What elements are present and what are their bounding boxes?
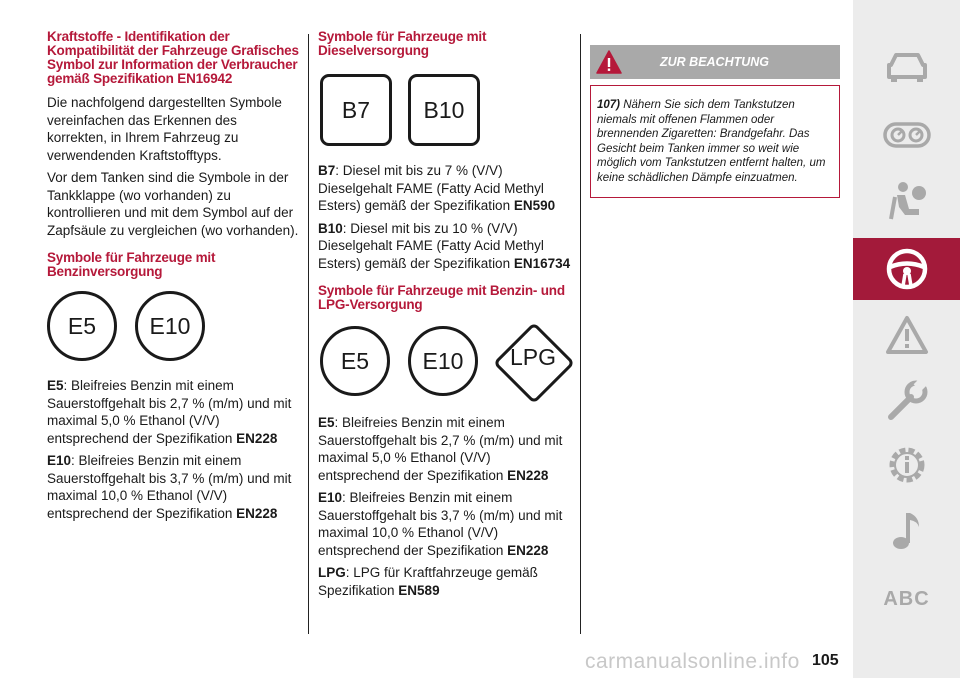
e5-label: E5 [47,378,64,393]
intro-paragraph: Die nachfolgend dargestellten Symbole vereinfachen das Erkennen des korrekten, in Ihrem Fahrzeug zu verwendenden Kraftstofftyps. [47,95,282,163]
lpg-description [318,564,574,599]
b10-description [318,220,574,273]
sidebar-item-technical-data[interactable] [853,436,960,494]
page-number: 105 [812,652,839,669]
warning-number: 107) [597,99,621,111]
lpg-diamond-label: LPG [509,344,557,370]
gear-info-icon [885,443,929,487]
lpg-e5-text: : Bleifreies Benzin mit einem Sauerstoffgehalt bis 2,7 % (m/m) und mit maximal 5,0 % Ethanol (V/V) entsprechend der Spezifikation [318,415,563,483]
watermark: carmanualsonline.info [585,650,800,673]
lpg-e5-spec: EN228 [507,467,549,483]
e10-circle-symbol: E10 [135,291,205,361]
right-column [590,30,840,198]
left-column [47,30,299,527]
e5-spec: EN228 [236,430,278,446]
diesel-symbols [318,68,574,154]
e10-spec: EN228 [236,505,278,521]
lpg-label: LPG [318,565,346,580]
lpg-e10-text: : Bleifreies Benzin mit einem Sauerstoffgehalt bis 3,7 % (m/m) und mit maximal 10,0 % Ethanol (V/V) entsprechend der Spezifikation [318,490,563,558]
lpg-heading: Symbole für Fahrzeuge mit Benzin- und LPG-Versorgung [318,283,565,312]
lpg-e10-label: E10 [318,490,343,505]
abc-index-icon: ABC [883,587,930,610]
b7-description [318,162,574,215]
e10-description [47,452,299,522]
warning-title: ZUR BEACHTUNG [660,55,770,69]
b7-square-symbol: B7 [320,74,392,146]
lpg-e10-circle-symbol: E10 [408,326,478,396]
steering-wheel-icon [885,247,929,291]
chapter-sidebar [853,0,960,678]
e10-text: : Bleifreies Benzin mit einem Sauerstoffgehalt bis 3,7 % (m/m) und mit maximal 10,0 % Ethanol (V/V) entsprechend der Spezifikation [47,453,292,521]
airbag-seat-icon [885,179,929,223]
sidebar-item-driving[interactable] [853,238,960,300]
lpg-e5-description [318,414,574,484]
lpg-e5-label: E5 [318,415,335,430]
lpg-text: : LPG für Kraftfahrzeuge gemäß Spezifikation [318,565,538,598]
b7-spec: EN590 [513,198,556,213]
sidebar-item-safety[interactable] [853,172,960,230]
lpg-e10-spec: EN228 [507,542,549,558]
b10-text: : Diesel mit bis zu 10 % (V/V) Dieselgehalt FAME (Fatty Acid Methyl Esters) gemäß der Spezifikation [318,220,544,271]
warning-triangle-icon [885,315,929,355]
e10-label: E10 [47,453,72,468]
sidebar-item-emergency[interactable] [853,306,960,364]
warning-body: Nähern Sie sich dem Tankstutzen niemals mit offenen Flammen oder brennenden Zigaretten: Brandgefahr. Das Gesicht beim Tanken immer so weit wie möglich vom Tankstutzen entfernt halten, um keine schädlichen Dämpfe einzuatmen. [597,99,826,184]
sidebar-item-multimedia[interactable] [853,502,960,560]
wrench-icon [885,379,929,423]
car-icon [885,51,929,83]
petrol-symbols [47,289,299,369]
instruction-paragraph: Vor dem Tanken sind die Symbole in der Tankklappe (wo vorhanden) zu kontrollieren und mit dem Symbol auf der Zapfsäule zu vergleichen (wo vorhanden). [47,170,299,238]
lpg-spec: EN589 [398,582,440,598]
sidebar-item-index[interactable] [853,570,960,628]
b7-label: B7 [318,163,336,178]
b7-text: : Diesel mit bis zu 7 % (V/V) Dieselgehalt FAME (Fatty Acid Methyl Esters) gemäß der Spezifikation [318,163,544,213]
music-note-icon [889,509,925,553]
lpg-symbols [318,322,574,406]
column-divider [580,34,581,634]
diesel-heading: Symbole für Fahrzeuge mit Dieselversorgung [318,29,487,58]
warning-box [590,85,840,198]
b10-square-symbol: B10 [408,74,480,146]
sidebar-item-car[interactable] [853,38,960,96]
e5-circle-symbol: E5 [47,291,117,361]
sidebar-item-dashboard[interactable] [853,106,960,164]
dashboard-gauges-icon [883,122,931,148]
lpg-e5-circle-symbol: E5 [320,326,390,396]
b10-spec: EN16734 [513,255,571,271]
column-divider [308,34,309,634]
warning-header [590,45,840,79]
warning-triangle-icon [596,50,622,74]
lpg-e10-description [318,489,574,559]
e5-text: : Bleifreies Benzin mit einem Sauerstoffgehalt bis 2,7 % (m/m) und mit maximal 5,0 % Ethanol (V/V) entsprechend der Spezifikation [47,378,292,446]
petrol-heading: Symbole für Fahrzeuge mit Benzinversorgung [47,250,216,279]
e5-description [47,377,299,447]
middle-column [318,30,574,604]
sidebar-item-maintenance[interactable] [853,372,960,430]
b10-label: B10 [318,220,343,236]
section-heading-fuel-identification: Kraftstoffe - Identifikation der Kompatibilität der Fahrzeuge Grafisches Symbol zur Information der Verbraucher gemäß Spezifikation EN16942 [47,29,299,86]
warning-text [597,98,833,185]
